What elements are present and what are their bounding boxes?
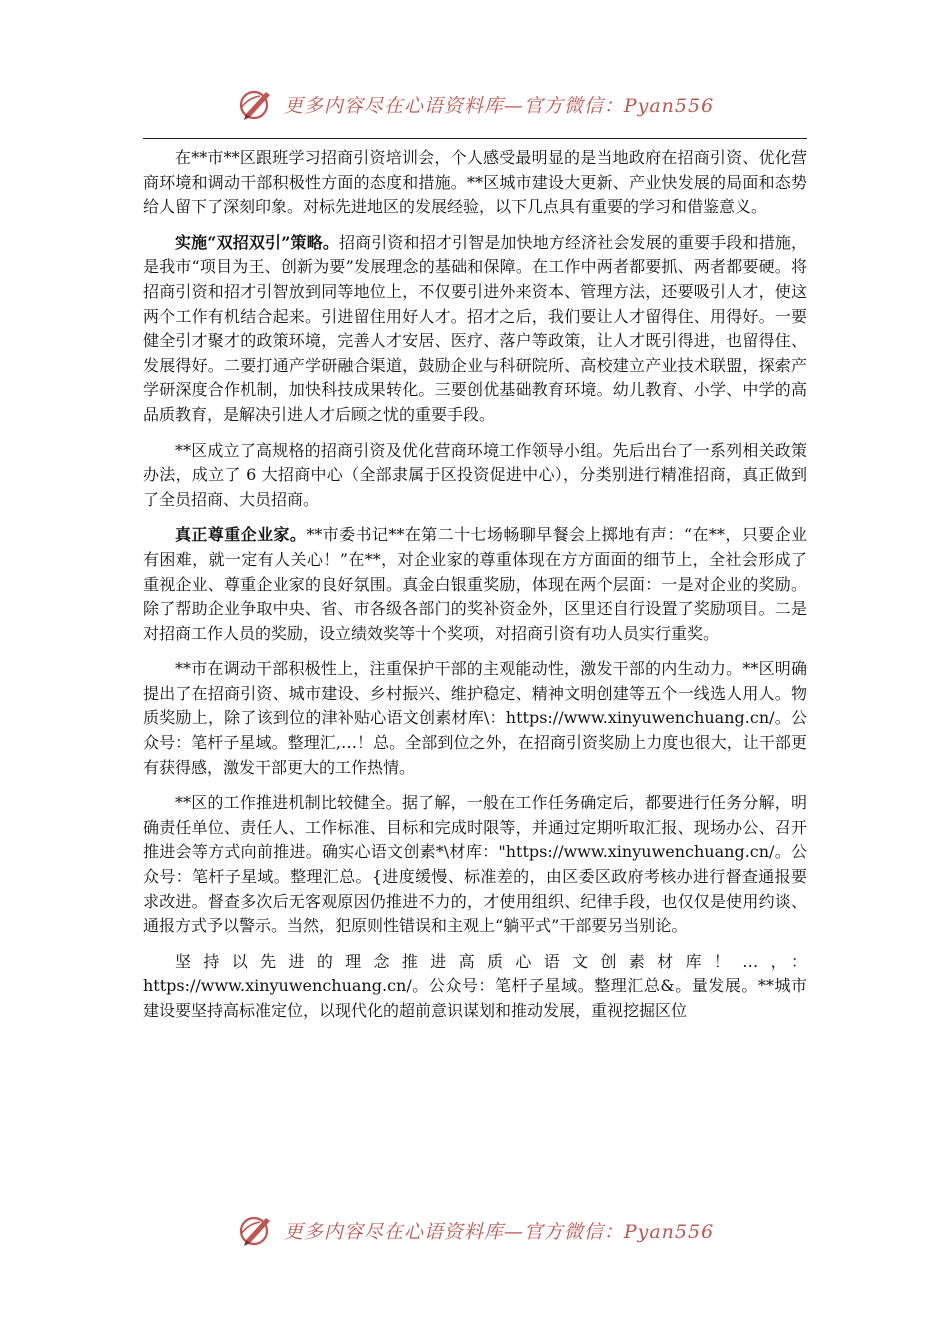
footer-watermark xyxy=(0,1208,950,1252)
paragraph: 坚持以先进的理念推进高质心语文创素材库！…，：https://www.xinyuwenchuang.cn/。公众号：笔杆子星域。整理汇总&。量发展。**城市建设要坚持高标准定位，以现代化的超前意识谋划和推动发展，重视挖掘区位 xyxy=(143,951,807,1020)
paragraph: 实施“双招双引”策略。招商引资和招才引智是加快地方经济社会发展的重要手段和措施，是我市“项目为王、创新为要”发展理念的基础和保障。在工作中两者都要抓、两者都要硬。将招商引资和招才引智放到同等地位上，不仅要引进外来资本、管理方法，还要吸引人才，使这两个工作有机结合起来。引进留住用好人才。招才之后，我们要让人才留得住、用得好。一要健全引才聚才的政策环境，完善人才安居、医疗、落户等政策，让人才既引得进，也留得住、发展得好。二要打通产学研融合渠道，鼓励企业与科研院所、高校建立产业技术联盟，探索产学研深度合作机制，加快科技成果转化。三要创优基础教育环境。幼儿教育、小学、中学的高品质教育，是解决引进人才后顾之忧的重要手段。 xyxy=(143,232,807,424)
pen-logo-icon xyxy=(236,1210,276,1250)
paragraph-heading: 实施“双招双引”策略。 xyxy=(175,232,339,252)
paragraph-heading: 真正尊重企业家。 xyxy=(175,525,307,545)
watermark-text: 更多内容尽在心语资料库—官方微信：Pyan556 xyxy=(283,1220,715,1243)
paragraph: **区成立了高规格的招商引资及优化营商环境工作领导小组。先后出台了一系列相关政策办法，成立了 6 大招商中心（全部隶属于区投资促进中心），分类别进行精准招商，真正做到了全员招商、大员招商。 xyxy=(143,440,807,509)
paragraph: 真正尊重企业家。**市委书记**在第二十七场畅聊早餐会上掷地有声：“在**，只要企业有困难，就一定有人关心！”在**，对企业家的尊重体现在方方面面的细节上，全社会形成了重视企业、尊重企业家的良好氛围。真金白银重奖励，体现在两个层面：一是对企业的奖励。除了帮助企业争取中央、省、市各级各部门的奖补资金外，区里还自行设置了奖励项目。二是对招商工作人员的奖励，设立绩效奖等十个奖项，对招商引资有功人员实行重奖。 xyxy=(143,525,807,643)
paragraph: **市在调动干部积极性上，注重保护干部的主观能动性，激发干部的内生动力。**区明确提出了在招商引资、城市建设、乡村振兴、维护稳定、精神文明创建等五个一线选人用人。物质奖励上，除了该到位的津补贴心语文创素材库\：https://www.xinyuwenchuang.cn/。公众号：笔杆子星域。整理汇,…！总。全部到位之外，在招商引资奖励上力度也很大，让干部更有获得感，激发干部更大的工作热情。 xyxy=(143,659,807,777)
header-rule xyxy=(143,138,807,139)
paragraph: **区的工作推进机制比较健全。据了解，一般在工作任务确定后，都要进行任务分解，明确责任单位、责任人、工作标准、目标和完成时限等，并通过定期听取汇报、现场办公、召开推进会等方式向前推进。确实心语文创素*\材库："https://www.xinyuwenchuang.cn/。公众号：笔杆子星域。整理汇总。{进度缓慢、标准差的，由区委区政府考核办进行督查通报要求改进。督查多次后无客观原因仍推进不力的，才使用组织、纪律手段，也仅仅是使用约谈、通报方式予以警示。当然，犯原则性错误和主观上“躺平式”干部要另当别论。 xyxy=(143,793,807,936)
header-watermark xyxy=(0,82,950,126)
pen-logo-icon xyxy=(236,84,276,124)
watermark-text: 更多内容尽在心语资料库—官方微信：Pyan556 xyxy=(283,94,715,117)
paragraph: 在**市**区跟班学习招商引资培训会，个人感受最明显的是当地政府在招商引资、优化营商环境和调动干部积极性方面的态度和措施。**区城市建设大更新、产业快发展的局面和态势给人留下了深刻印象。对标先进地区的发展经验，以下几点具有重要的学习和借鉴意义。 xyxy=(143,148,807,217)
document-body xyxy=(143,146,807,1035)
